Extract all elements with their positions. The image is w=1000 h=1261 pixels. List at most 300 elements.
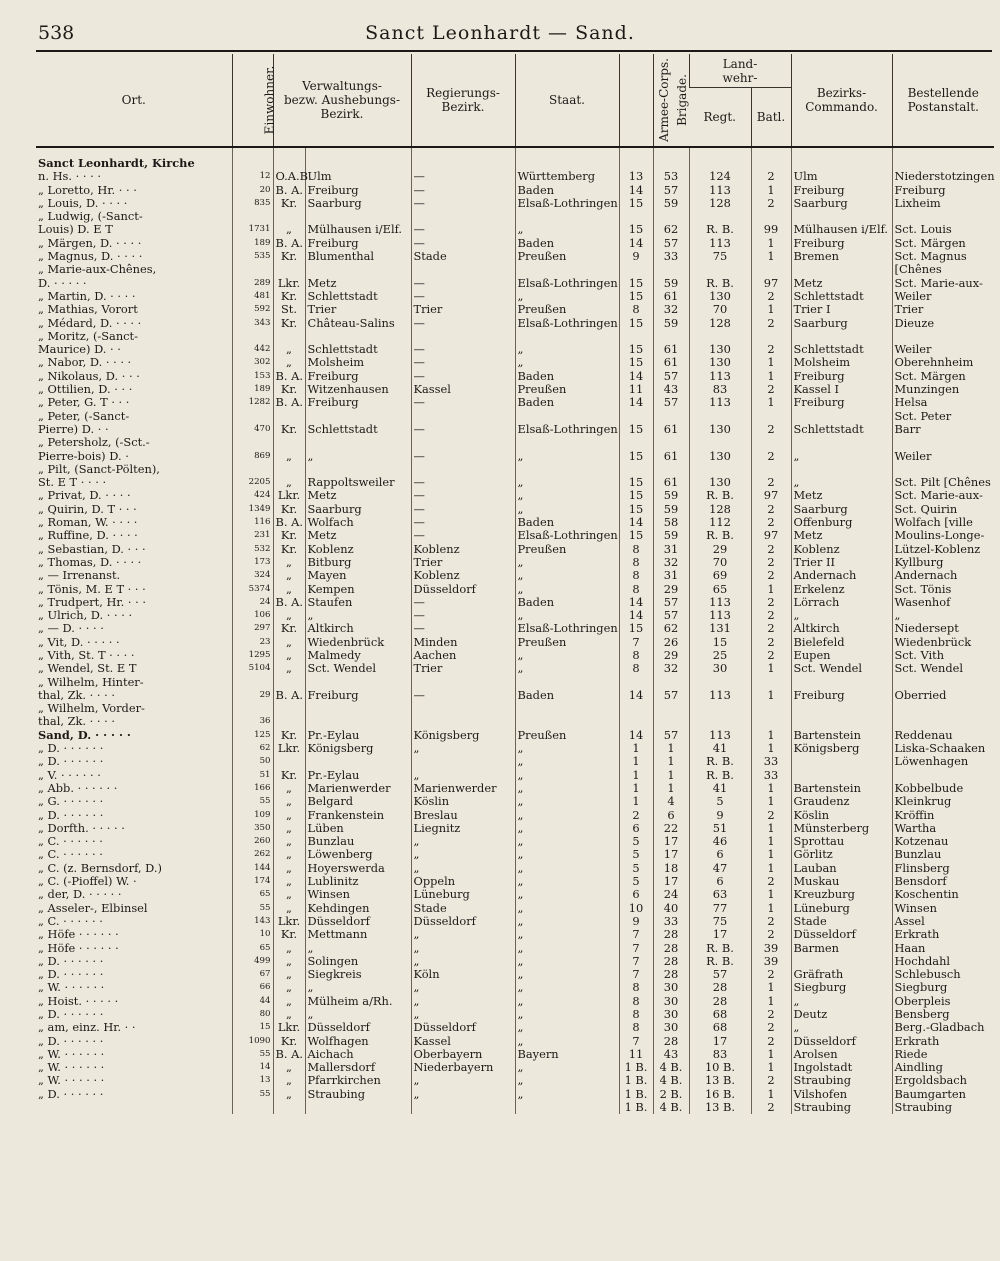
cell-st (515, 676, 619, 689)
cell-ew: 106 (232, 609, 273, 622)
cell-st: „ (515, 356, 619, 369)
cell-po: Freiburg (892, 184, 994, 197)
cell-rg: 51 (689, 822, 751, 835)
cell-vb: Kr. (273, 423, 305, 436)
cell-ac: 7 (619, 928, 653, 941)
cell-vo: Koblenz (305, 543, 411, 556)
cell-rb: „ (411, 928, 515, 941)
cell-bk (791, 955, 892, 968)
cell-po: Oberried (892, 689, 994, 702)
cell-bt: 1 (751, 1061, 791, 1074)
cell-ac: 5 (619, 862, 653, 875)
cell-vo: Mayen (305, 569, 411, 582)
cell-vo: „ (305, 942, 411, 955)
cell-ort: Sand, D. · · · · · (38, 727, 131, 742)
cell-st (515, 330, 619, 343)
cell-rb: Lüneburg (411, 888, 515, 901)
cell-rg: R. B. (689, 277, 751, 290)
cell-vo: „ (305, 450, 411, 463)
cell-vb (273, 147, 305, 170)
cell-rg: 130 (689, 476, 751, 489)
col-header-verwaltungsbezirk: Verwaltungs- bezw. Aushebungs- Bezirk. (273, 54, 411, 147)
cell-st: „ (515, 1021, 619, 1034)
cell-ort: „ Magnus, D. · · · · (38, 249, 143, 264)
cell-br: 57 (653, 689, 689, 702)
cell-ac: 15 (619, 317, 653, 330)
cell-ort: „ D. · · · · · · (38, 1033, 104, 1048)
cell-rb: — (411, 609, 515, 622)
cell-rb: — (411, 503, 515, 516)
cell-rb: Koblenz (411, 543, 515, 556)
cell-br: 59 (653, 277, 689, 290)
cell-bk (791, 263, 892, 276)
cell-rg (689, 463, 751, 476)
cell-ort: „ D. · · · · · · (38, 807, 104, 822)
cell-rg: 131 (689, 622, 751, 635)
cell-bt: 1 (751, 835, 791, 848)
cell-st (515, 410, 619, 423)
cell-ac: 6 (619, 822, 653, 835)
cell-ac: 5 (619, 875, 653, 888)
cell-ac: 11 (619, 383, 653, 396)
cell-ac: 1 (619, 782, 653, 795)
cell-ac: 9 (619, 915, 653, 928)
cell-po: Sct. Pilt [Chênes (892, 476, 994, 489)
cell-po: Sct. Wendel (892, 662, 994, 675)
cell-ort: „ Mathias, Vorort (38, 302, 138, 317)
cell-rg: 17 (689, 928, 751, 941)
cell-bt: 1 (751, 981, 791, 994)
cell-ac: 8 (619, 556, 653, 569)
cell-bk: Andernach (791, 569, 892, 582)
table-row (36, 968, 994, 981)
cell-bk: Lüneburg (791, 902, 892, 915)
cell-bt (751, 330, 791, 343)
cell-ort: „ Louis, D. · · · · (38, 195, 128, 210)
cell-vo (305, 715, 411, 728)
cell-br: 28 (653, 928, 689, 941)
cell-ew: 13 (232, 1074, 273, 1087)
cell-ort: „ D. · · · · · · (38, 1007, 104, 1021)
cell-rb: — (411, 277, 515, 290)
cell-po: Ergoldsbach (892, 1074, 994, 1087)
cell-st (515, 210, 619, 223)
cell-vo: Molsheim (305, 356, 411, 369)
cell-po: Winsen (892, 902, 994, 915)
cell-rb (411, 676, 515, 689)
cell-bt: 2 (751, 569, 791, 582)
cell-ac (619, 147, 653, 170)
cell-ew: 15 (232, 1021, 273, 1034)
table-row (36, 649, 994, 662)
cell-st: „ (515, 742, 619, 755)
cell-ac: 14 (619, 396, 653, 409)
cell-bk: Molsheim (791, 356, 892, 369)
table-row (36, 596, 994, 609)
cell-vb: Kr. (273, 250, 305, 263)
cell-rg: 70 (689, 556, 751, 569)
cell-ort: „ Loretto, Hr. · · · (38, 182, 137, 197)
cell-vo: „ (305, 1008, 411, 1021)
cell-ort: „ Sebastian, D. · · · (38, 541, 146, 556)
cell-po: Trier (892, 303, 994, 316)
cell-br: 58 (653, 516, 689, 529)
cell-rb: Minden (411, 636, 515, 649)
cell-ac: 15 (619, 277, 653, 290)
cell-ew (232, 463, 273, 476)
cell-ac (619, 210, 653, 223)
cell-bt: 2 (751, 1021, 791, 1034)
cell-ac: 15 (619, 423, 653, 436)
cell-ort: „ Asseler-, Elbinsel (38, 900, 148, 915)
cell-vb: Kr. (273, 1035, 305, 1048)
cell-bt: 1 (751, 742, 791, 755)
cell-ew (232, 676, 273, 689)
cell-bk: Mülhausen i/Elf. (791, 223, 892, 236)
cell-rb: Oberbayern (411, 1048, 515, 1061)
cell-po: Baumgarten (892, 1088, 994, 1101)
cell-ac: 15 (619, 223, 653, 236)
cell-bt: 1 (751, 848, 791, 861)
cell-br: 43 (653, 1048, 689, 1061)
cell-st (515, 1101, 619, 1114)
cell-vo: Düsseldorf (305, 1021, 411, 1034)
cell-br: 57 (653, 729, 689, 742)
cell-ew: 116 (232, 516, 273, 529)
table-row (36, 755, 994, 768)
cell-ort: „ Höfe · · · · · · (38, 940, 119, 955)
cell-rg: 28 (689, 981, 751, 994)
cell-vo (305, 463, 411, 476)
cell-vb: „ (273, 795, 305, 808)
col-header-ort: Ort. (36, 54, 232, 147)
cell-ac: 15 (619, 503, 653, 516)
cell-bt: 2 (751, 476, 791, 489)
cell-bt: 2 (751, 928, 791, 941)
cell-vb: Lkr. (273, 489, 305, 502)
cell-rg: 68 (689, 1008, 751, 1021)
cell-br: 61 (653, 476, 689, 489)
cell-br: 17 (653, 875, 689, 888)
cell-vb: „ (273, 888, 305, 901)
cell-vo: Trier (305, 303, 411, 316)
cell-ac: 2 (619, 809, 653, 822)
cell-vo: „ (305, 981, 411, 994)
gazetteer-table (36, 54, 994, 1114)
cell-ort: „ Hoist. · · · · · (38, 993, 119, 1008)
cell-bk: Lörrach (791, 596, 892, 609)
cell-po: Kleinkrug (892, 795, 994, 808)
table-row (36, 636, 994, 649)
cell-rb: „ (411, 742, 515, 755)
cell-vo: Winsen (305, 888, 411, 901)
cell-vo (305, 147, 411, 170)
cell-rg (689, 147, 751, 170)
cell-ew: 125 (232, 729, 273, 742)
cell-po: Bensdorf (892, 875, 994, 888)
cell-br: 30 (653, 1008, 689, 1021)
cell-bt: 2 (751, 317, 791, 330)
cell-po: Löwenhagen (892, 755, 994, 768)
cell-br: 32 (653, 303, 689, 316)
cell-br (653, 330, 689, 343)
cell-bt: 2 (751, 875, 791, 888)
cell-po: Sct. Peter (892, 410, 994, 423)
cell-ew: 51 (232, 769, 273, 782)
cell-rg: R. B. (689, 769, 751, 782)
cell-vo: Lublinitz (305, 875, 411, 888)
cell-rb (411, 210, 515, 223)
cell-rb: — (411, 184, 515, 197)
cell-bt: 2 (751, 543, 791, 556)
cell-rb: „ (411, 848, 515, 861)
cell-vo: Mallersdorf (305, 1061, 411, 1074)
cell-vb: B. A. (273, 237, 305, 250)
cell-rg: 130 (689, 356, 751, 369)
table-row (36, 609, 994, 622)
cell-rb: „ (411, 1074, 515, 1087)
cell-rb: — (411, 370, 515, 383)
cell-br: 28 (653, 942, 689, 955)
cell-ac: 14 (619, 689, 653, 702)
cell-rg (689, 330, 751, 343)
cell-bt: 2 (751, 915, 791, 928)
cell-rb: — (411, 423, 515, 436)
cell-ort: „ Dorfth. · · · · · (38, 820, 125, 835)
cell-vb: Kr. (273, 317, 305, 330)
cell-bk: Bartenstein (791, 729, 892, 742)
cell-rg (689, 702, 751, 715)
cell-vo: Altkirch (305, 622, 411, 635)
cell-ac: 13 (619, 170, 653, 183)
cell-ac: 1 B. (619, 1101, 653, 1114)
cell-vo: Sct. Wendel (305, 662, 411, 675)
table-row (36, 197, 994, 210)
cell-rb: Düsseldorf (411, 583, 515, 596)
cell-ort: „ D. · · · · · · (38, 967, 104, 982)
cell-ew: 55 (232, 902, 273, 915)
cell-vo: Metz (305, 489, 411, 502)
cell-bk: Saarburg (791, 197, 892, 210)
cell-vb: „ (273, 942, 305, 955)
cell-rg: 75 (689, 250, 751, 263)
cell-vo: Königsberg (305, 742, 411, 755)
table-row (36, 809, 994, 822)
cell-po: Kyllburg (892, 556, 994, 569)
cell-st: „ (515, 942, 619, 955)
cell-vo (305, 702, 411, 715)
cell-rg: 47 (689, 862, 751, 875)
cell-po: Sct. Louis (892, 223, 994, 236)
table-row (36, 569, 994, 582)
cell-ew: 289 (232, 277, 273, 290)
cell-br: 1 (653, 769, 689, 782)
cell-br: 4 B. (653, 1074, 689, 1087)
cell-ort: „ — Irrenanst. (38, 568, 121, 583)
cell-ort: „ Ulrich, D. · · · · (38, 608, 133, 623)
cell-ew: 297 (232, 622, 273, 635)
cell-vb: O.A.B. (273, 170, 305, 183)
cell-bk: „ (791, 476, 892, 489)
cell-vb: „ (273, 782, 305, 795)
cell-bk: Stade (791, 915, 892, 928)
cell-st: „ (515, 795, 619, 808)
cell-po: Schlebusch (892, 968, 994, 981)
cell-po: Kröffin (892, 809, 994, 822)
cell-ac: 8 (619, 569, 653, 582)
cell-rg (689, 676, 751, 689)
cell-bt: 1 (751, 689, 791, 702)
cell-rg: 30 (689, 662, 751, 675)
cell-bt: 2 (751, 556, 791, 569)
cell-bk: Münsterberg (791, 822, 892, 835)
table-row (36, 1008, 994, 1021)
cell-bt: 2 (751, 516, 791, 529)
cell-po: Liska-Schaaken (892, 742, 994, 755)
cell-bk: Bartenstein (791, 782, 892, 795)
cell-ac (619, 330, 653, 343)
cell-po: Haan (892, 942, 994, 955)
cell-st: „ (515, 290, 619, 303)
cell-ort: „ Wendel, St. E T (38, 661, 137, 676)
cell-st: Preußen (515, 729, 619, 742)
cell-bk: Freiburg (791, 184, 892, 197)
cell-bt: 33 (751, 769, 791, 782)
cell-bt: 39 (751, 942, 791, 955)
cell-vo (305, 755, 411, 768)
cell-bt: 2 (751, 170, 791, 183)
cell-po: Riede (892, 1048, 994, 1061)
cell-vo: Saarburg (305, 197, 411, 210)
cell-bk: Kassel I (791, 383, 892, 396)
table-row (36, 290, 994, 303)
cell-ac: 5 (619, 835, 653, 848)
table-row (36, 423, 994, 436)
cell-po: „ (892, 609, 994, 622)
cell-rg: 29 (689, 543, 751, 556)
cell-br: 1 (653, 755, 689, 768)
cell-vb: „ (273, 1088, 305, 1101)
table-row (36, 223, 994, 236)
cell-ac: 14 (619, 729, 653, 742)
cell-bt: 2 (751, 622, 791, 635)
cell-ew: 55 (232, 795, 273, 808)
cell-ew: 12 (232, 170, 273, 183)
header-rule (36, 50, 992, 52)
cell-bt: 2 (751, 503, 791, 516)
cell-st: Württemberg (515, 170, 619, 183)
cell-vb: Lkr. (273, 1021, 305, 1034)
cell-ew: 144 (232, 862, 273, 875)
cell-rb: — (411, 476, 515, 489)
table-row (36, 742, 994, 755)
cell-rb (411, 715, 515, 728)
cell-br: 53 (653, 170, 689, 183)
cell-po: Straubing (892, 1101, 994, 1114)
cell-ew: 592 (232, 303, 273, 316)
cell-ac: 14 (619, 370, 653, 383)
cell-vb: „ (273, 809, 305, 822)
cell-ac: 8 (619, 981, 653, 994)
cell-ac: 6 (619, 888, 653, 901)
cell-ort: „ Nabor, D. · · · · (38, 355, 132, 370)
cell-ac: 8 (619, 303, 653, 316)
cell-st: „ (515, 489, 619, 502)
cell-vo: Bitburg (305, 556, 411, 569)
col-header-bezirks-commando: Bezirks- Commando. (791, 54, 892, 147)
cell-po: Siegburg (892, 981, 994, 994)
table-row (36, 1021, 994, 1034)
cell-rb: „ (411, 835, 515, 848)
cell-rg: 113 (689, 184, 751, 197)
cell-vb (273, 676, 305, 689)
cell-bk: Metz (791, 489, 892, 502)
cell-vb: „ (273, 848, 305, 861)
cell-ew: 50 (232, 755, 273, 768)
cell-ac: 7 (619, 955, 653, 968)
cell-st: „ (515, 915, 619, 928)
cell-ew: 302 (232, 356, 273, 369)
cell-rg: 6 (689, 848, 751, 861)
cell-ac (619, 263, 653, 276)
cell-vb: Kr. (273, 290, 305, 303)
table-row (36, 330, 994, 343)
cell-po (892, 676, 994, 689)
cell-rg: 113 (689, 609, 751, 622)
cell-vb: Kr. (273, 543, 305, 556)
cell-ew: 55 (232, 1088, 273, 1101)
cell-rb (411, 755, 515, 768)
cell-br (653, 210, 689, 223)
cell-po: Sct. Magnus (892, 250, 994, 263)
cell-bt: 2 (751, 450, 791, 463)
cell-ort: „ Privat, D. · · · · (38, 488, 131, 503)
cell-ort: Pierre-bois) D. · (38, 448, 129, 463)
cell-vo: Witzenhausen (305, 383, 411, 396)
cell-bk: Freiburg (791, 370, 892, 383)
table-row (36, 556, 994, 569)
cell-vo: Siegkreis (305, 968, 411, 981)
cell-bk: Freiburg (791, 689, 892, 702)
table-row (36, 942, 994, 955)
cell-rb: Kassel (411, 383, 515, 396)
cell-st: „ (515, 968, 619, 981)
cell-br: 6 (653, 809, 689, 822)
cell-rg: 113 (689, 370, 751, 383)
cell-br: 57 (653, 396, 689, 409)
cell-br: 26 (653, 636, 689, 649)
cell-bk: Barmen (791, 942, 892, 955)
cell-rg: 17 (689, 1035, 751, 1048)
cell-po: Hochdahl (892, 955, 994, 968)
cell-rb: Kassel (411, 1035, 515, 1048)
cell-ew (232, 263, 273, 276)
cell-bt: 2 (751, 197, 791, 210)
cell-vo (305, 410, 411, 423)
cell-vo: Blumenthal (305, 250, 411, 263)
cell-ac: 8 (619, 649, 653, 662)
cell-po: Oberehnheim (892, 356, 994, 369)
cell-ew: 153 (232, 370, 273, 383)
cell-st: Baden (515, 689, 619, 702)
table-row (36, 995, 994, 1008)
cell-br: 29 (653, 649, 689, 662)
cell-ort: „ Moritz, (-Sanct- (38, 328, 138, 343)
table-row (36, 147, 994, 170)
cell-ew: 143 (232, 915, 273, 928)
cell-ew: 189 (232, 237, 273, 250)
cell-vo: Bunzlau (305, 835, 411, 848)
